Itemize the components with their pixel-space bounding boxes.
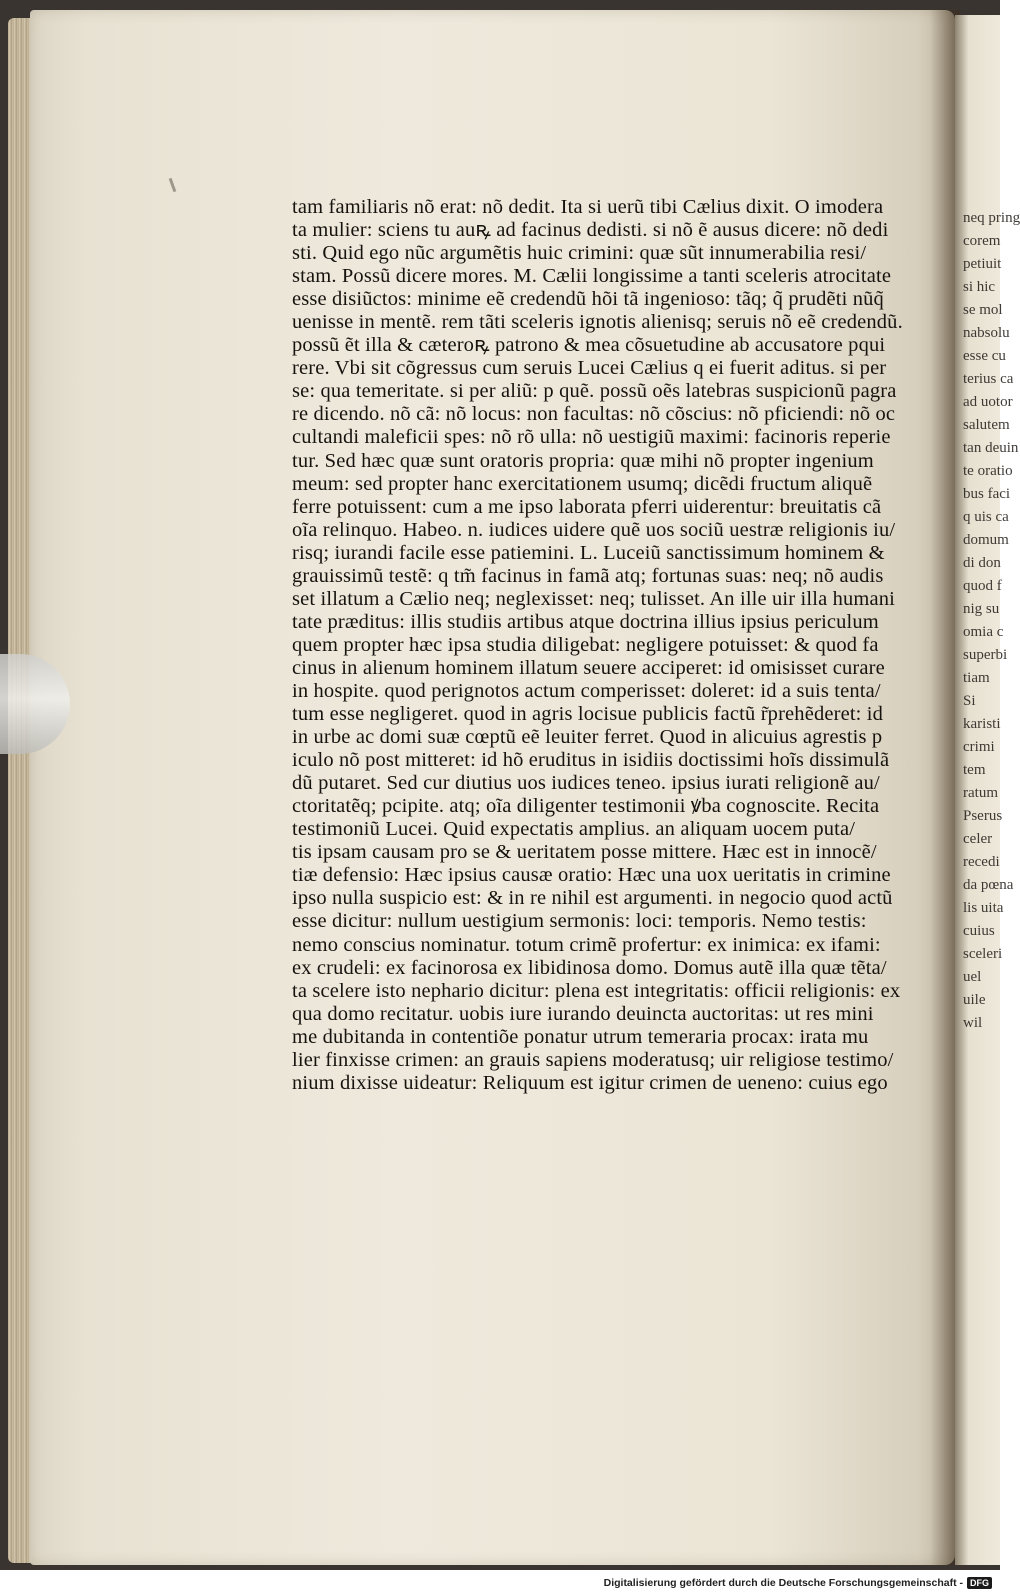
facing-page-text: neq pring corem petiuit si hic se mol nabsolu esse cu terius ca ad uotor salutem tan deuin te oratio bus faci q uis ca domum di don quod f nig su omia c superbi tiam Si karisti crimi tem ratum Pserus celer recedi da pœna lis uita cuius sceleri uel uile wil (963, 210, 1020, 1031)
text-line: possũ ẽt illa & cæteroꝶ patrono & mea cõsuetudine ab accusatore pqui (292, 334, 886, 357)
facing-page-edge (955, 15, 1020, 1565)
text-line: tate præditus: illis studiis artibus atque doctrina illius ipsius periculum (292, 610, 879, 633)
text-line: risq; iurandi facile esse patiemini. L. Luceiũ sanctissimum hominem & (292, 541, 885, 564)
body-text (292, 196, 914, 1095)
text-line: re dicendo. nõ cã: nõ locus: non facultas: nõ cõscius: nõ pficiendi: nõ oc (292, 403, 896, 426)
text-line: oĩa relinquo. Habeo. n. iudices uidere quẽ uos sociũ uestræ religionis iu/ (292, 518, 896, 541)
text-line: esse disiũctos: minime eẽ credendũ hõi tã ingenioso: tãq; q̃ prudẽti nũq̃ (292, 288, 884, 311)
dfg-logo: DFG (967, 1577, 992, 1589)
text-line: tam familiaris nõ erat: nõ dedit. Ita si uerũ tibi Cælius dixit. O imodera (292, 196, 884, 218)
text-line: quem propter hæc ipsa studia diligebat: negligere potuisset: & quod fa (292, 633, 879, 656)
text-line: ta mulier: sciens tu auꝶ ad facinus dedisti. si nõ ẽ ausus dicere: nõ dedi (292, 219, 889, 242)
text-line: stam. Possũ dicere mores. M. Cælii longissime a tanti sceleris atrocitate (292, 265, 892, 288)
text-line: ipso nulla suspicio est: & in re nihil est argumenti. in negocio quod actũ (292, 887, 893, 910)
text-line: meum: sed propter hanc exercitationem usumq; dicẽdi fructum aliquẽ (292, 472, 873, 495)
text-line: esse dicitur: nullum uestigium sermonis: loci: temporis. Nemo testis: (292, 910, 867, 933)
text-line: grauissimũ testẽ: q tm̃ facinus in famã atq; fortunas suas: neq; nõ audis (292, 564, 884, 587)
footer (0, 1570, 1000, 1596)
text-line: se: qua temeritate. si per aliũ: p quẽ. possũ oẽs latebras suspicionũ pagra (292, 380, 897, 403)
text-line: tiæ defensio: Hæc ipsius causæ oratio: Hæc una uox ueritatis in crimine (292, 864, 891, 887)
text-line: ferre potuissent: cum a me ipso laborata pferri uiderentur: breuitatis cã (292, 495, 882, 518)
text-line: cinus in alienum hominem illatum seuere acciperet: id omisisset curare (292, 656, 885, 679)
text-line: qua domo recitatur. uobis iure iurando deuincta auctoritas: ut res mini (292, 1002, 874, 1025)
text-line: in hospite. quod perignotos actum comperisset: doleret: id a suis tenta/ (292, 679, 881, 702)
footer-credit: Digitalisierung gefördert durch die Deutsche Forschungsgemeinschaft - (603, 1577, 963, 1589)
text-line: tur. Sed hæc quæ sunt oratoris propria: quæ mihi nõ propter ingenium (292, 449, 874, 472)
text-line: nemo conscius nominatur. totum crimẽ profertur: ex inimica: ex ifami: (292, 933, 881, 956)
text-line: sti. Quid ego nũc argumẽtis huic crimini: quæ sũt innumerabilia resi/ (292, 242, 867, 265)
text-line: cultandi maleficii spes: nõ rõ ulla: nõ uestigiũ maximi: facinoris reperie (292, 426, 891, 449)
text-line: set illatum a Cælio neq; neglexisset: neq; tulisset. An ille uir illa humani (292, 587, 895, 610)
text-line: me dubitanda in contentiõe ponatur utrum temeraria procax: irata mu (292, 1025, 869, 1048)
text-line: tum esse negligeret. quod in agris locisue publicis factũ r̃prehẽderet: id (292, 703, 884, 726)
text-line: testimoniũ Lucei. Quid expectatis amplius. an aliquam uocem puta/ (292, 818, 856, 841)
text-line: ex crudeli: ex facinorosa ex libidinosa domo. Domus autẽ illa quæ tẽta/ (292, 956, 887, 979)
text-line: tis ipsam causam pro se & ueritatem posse mittere. Hæc est in innocẽ/ (292, 841, 877, 864)
text-line: lier finxisse crimen: an grauis sapiens moderatusq; uir religiose testimo/ (292, 1048, 894, 1071)
text-line: ta scelere isto nephario dicitur: plena est integritatis: officii religionis: ex (292, 979, 901, 1002)
text-line: nium dixisse uideatur: Reliquum est igitur crimen de ueneno: cuius ego (292, 1071, 888, 1094)
text-line: uenisse in mentẽ. rem tãti sceleris ignotis alienisq; seruis nõ eẽ credendũ. (292, 311, 903, 334)
text-line: dũ putaret. Sed cur diutius uos iudices teneo. ipsius iurati religionẽ au/ (292, 772, 880, 795)
text-line: in urbe ac domi suæ cœptũ eẽ leuiter ferret. Quod in alicuius agrestis p (292, 726, 883, 749)
text-line: rere. Vbi sit cõgressus cum seruis Lucei Cælius q ei fuerit aditus. si per (292, 357, 887, 380)
text-line: iculo nõ post mitteret: id hõ eruditus in isidiis doctissimi hoĩs dissimulã (292, 749, 890, 772)
text-line: ctoritatẽq; pcipite. atq; oĩa diligenter testimonii ꝟba cognoscite. Recita (292, 795, 880, 818)
